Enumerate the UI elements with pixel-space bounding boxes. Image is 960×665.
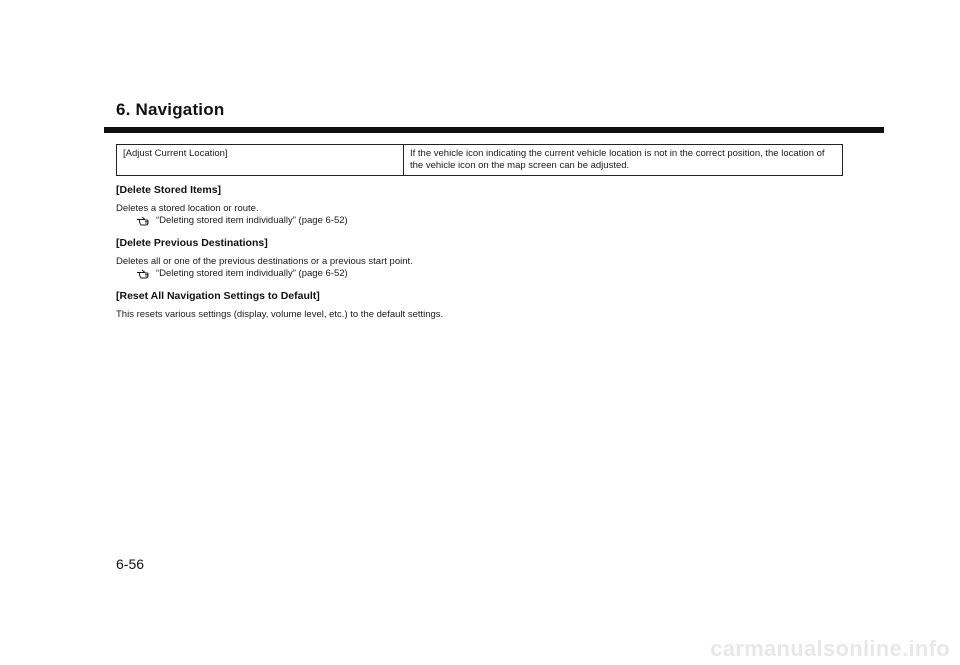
section-body: Deletes all or one of the previous destinations or a previous start point. — [116, 256, 413, 267]
section-body: This resets various settings (display, volume level, etc.) to the default settings. — [116, 309, 444, 320]
reference-link[interactable] — [136, 268, 836, 280]
section-heading: [Delete Previous Destinations] — [116, 237, 268, 249]
table-cell-label: [Adjust Current Location] — [117, 145, 404, 176]
pointing-hand-icon — [136, 268, 152, 280]
content-body — [116, 183, 836, 321]
page-number: 6-56 — [116, 556, 145, 572]
table-cell-description: If the vehicle icon indicating the current vehicle location is not in the correct position, the location of the vehicle icon on the map screen can be adjusted. — [404, 145, 843, 176]
reference-link[interactable] — [136, 215, 836, 227]
section-delete-stored-items — [116, 183, 836, 227]
section-reset-navigation-settings — [116, 289, 836, 321]
chapter-title: 6. Navigation — [116, 100, 225, 119]
section-delete-previous-destinations — [116, 236, 836, 280]
pointing-hand-icon — [136, 215, 152, 227]
section-heading: [Delete Stored Items] — [116, 184, 222, 196]
header-rule — [104, 127, 884, 133]
table-row — [117, 145, 843, 176]
watermark: carmanualsonline.info — [710, 636, 950, 661]
reference-text: “Deleting stored item individually” (page 6-52) — [156, 268, 348, 279]
reference-text: “Deleting stored item individually” (page 6-52) — [156, 215, 348, 226]
settings-table — [116, 144, 843, 176]
section-body: Deletes a stored location or route. — [116, 203, 259, 214]
section-heading: [Reset All Navigation Settings to Default] — [116, 290, 320, 302]
